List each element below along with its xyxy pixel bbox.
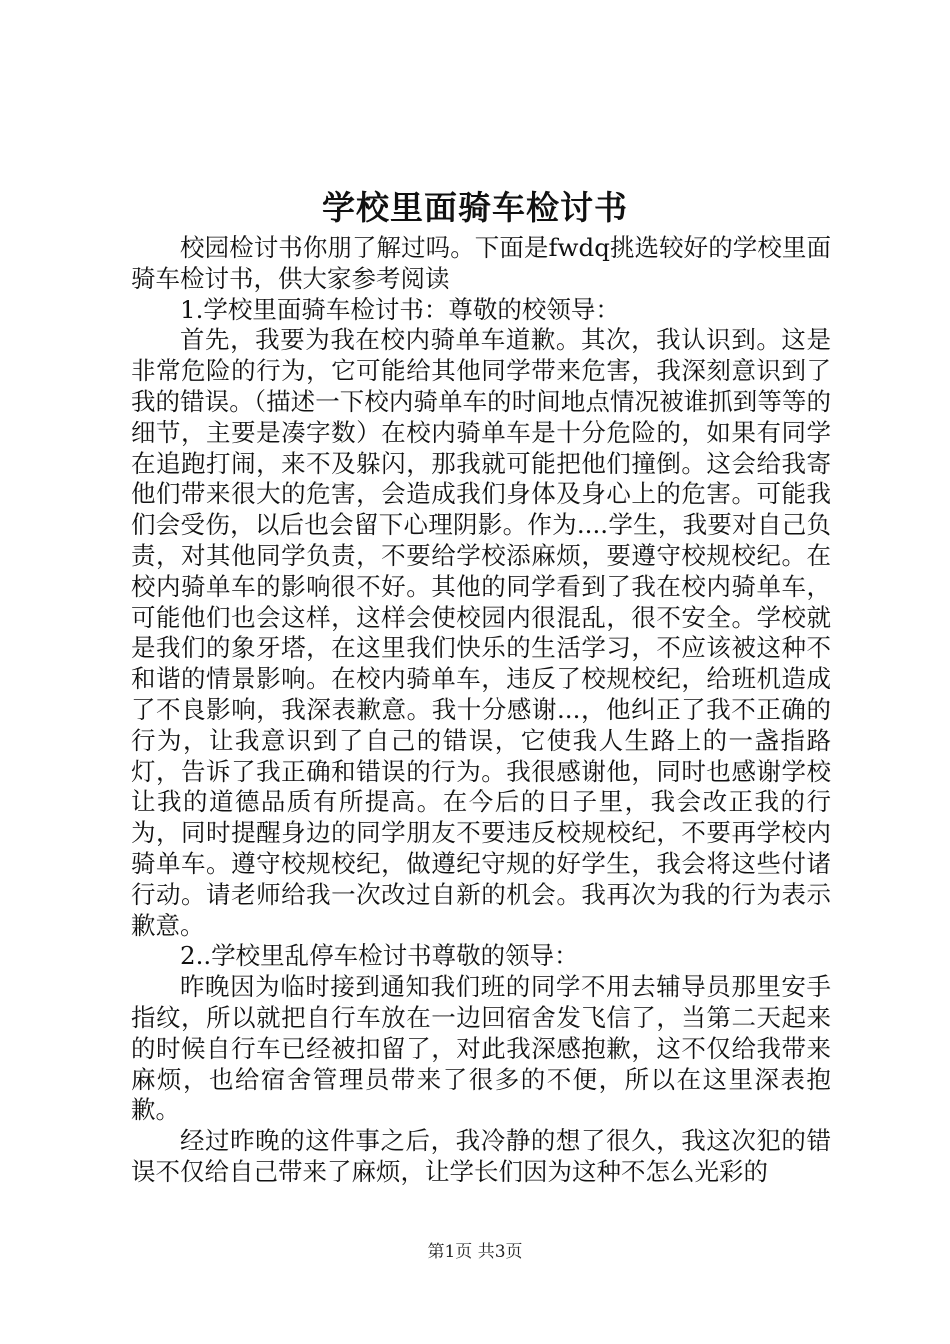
body-paragraph-heading-1: 1.学校里面骑车检讨书：尊敬的校领导： <box>180 294 620 324</box>
document-title: 学校里面骑车检讨书 <box>322 188 628 227</box>
page-footer: 第1页 共3页 <box>427 1242 523 1262</box>
body-paragraph-heading-2: 2..学校里乱停车检讨书尊敬的领导： <box>180 941 579 971</box>
body-paragraph-1: 首先，我要为我在校内骑单车道歉。其次，我认识到。这是非常危险的行为，它可能给其他同学带来危害，我深刻意识到了我的错误。（描述一下校内骑单车的时间地点情况被谁抓到等等的细节，主要是凑字数）在校内骑单车是十分危险的，如果有同学在追跑打闹，来不及躲闪，那我就可能把他们撞倒。这会给我寄他们带来很大的危害，会造成我们身体及身心上的危害。可能我们会受伤，以后也会留下心理阴影。作为....学生，我要对自己负责，对其他同学负责，不要给学校添麻烦，要遵守校规校纪。在校内骑单车的影响很不好。其他的同学看到了我在校内骑单车，可能他们也会这样，这样会使校园内很混乱，很不安全。学校就是我们的象牙塔，在这里我们快乐的生活学习，不应该被这种不和谐的情景影响。在校内骑单车，违反了校规校纪，给班机造成了不良影响，我深表歉意。我十分感谢...，他纠正了我不正确的行为，让我意识到了自己的错误，它使我人生路上的一盏指路灯，告诉了我正确和错误的行为。我很感谢他，同时也感谢学校让我的道德品质有所提高。在今后的日子里，我会改正我的行为，同时提醒身边的同学朋友不要违反校规校纪，不要再学校内骑单车。遵守校规校纪，做遵纪守规的好学生，我会将这些付诸行动。请老师给我一次改过自新的机会。我再次为我的行为表示歉意。 <box>131 325 831 940</box>
body-paragraph-2: 昨晚因为临时接到通知我们班的同学不用去辅导员那里安手指纹，所以就把自行车放在一边回宿舍发飞信了，当第二天起来的时候自行车已经被扣留了，对此我深感抱歉，这不仅给我带来麻烦，也给宿舍管理员带来了很多的不便，所以在这里深表抱歉。 <box>131 972 831 1125</box>
document-body <box>131 233 831 1188</box>
body-paragraph-intro: 校园检讨书你朋了解过吗。下面是fwdq挑选较好的学校里面骑车检讨书，供大家参考阅读 <box>131 233 831 293</box>
body-paragraph-3: 经过昨晚的这件事之后，我冷静的想了很久，我这次犯的错误不仅给自己带来了麻烦，让学长们因为这种不怎么光彩的 <box>131 1126 831 1186</box>
